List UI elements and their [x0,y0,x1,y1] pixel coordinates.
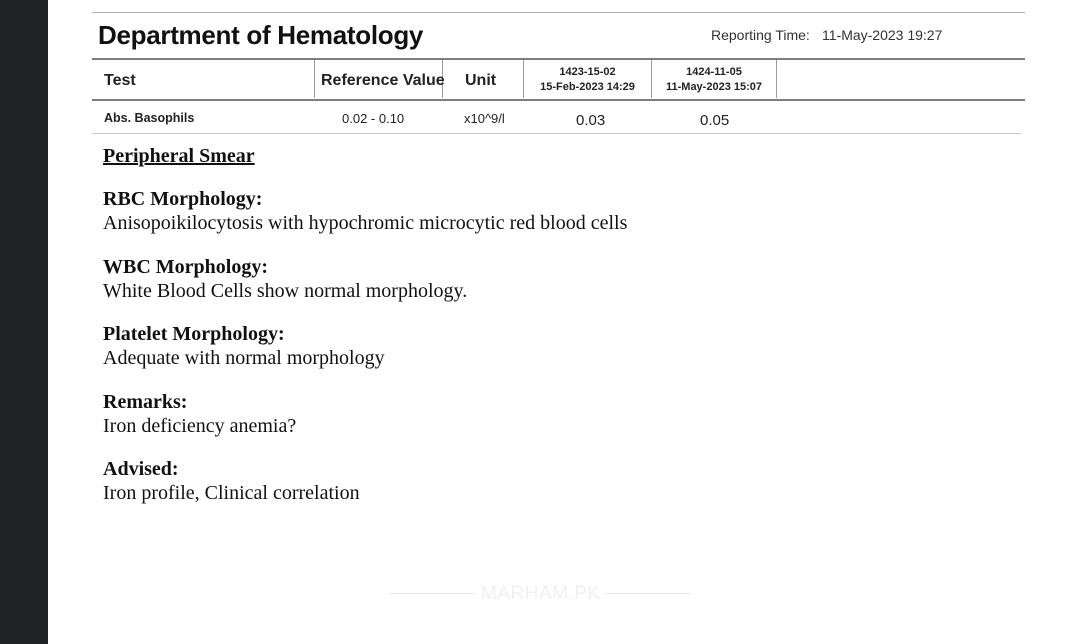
reporting-time-value: 11-May-2023 19:27 [822,27,943,43]
remarks-text: Iron deficiency anemia? [103,415,297,437]
rbc-morphology-heading: RBC Morphology: [103,188,263,210]
advised-text: Iron profile, Clinical correlation [103,482,360,504]
column-header-visit-2 [652,65,776,95]
platelet-morphology-text: Adequate with normal morphology [103,347,385,369]
viewer-left-edge [0,0,48,644]
watermark-rule-right [605,593,690,594]
watermark-text: MARHAM.PK [481,583,601,604]
rbc-morphology-text: Anisopoikilocytosis with hypochromic microcytic red blood cells [103,212,628,234]
peripheral-smear-title: Peripheral Smear [103,145,255,167]
column-header-reference: Reference Value [321,72,445,89]
visit-2-datetime: 11-May-2023 15:07 [665,81,762,93]
row-test-name: Abs. Basophils [104,111,195,125]
row-divider [92,133,1021,134]
top-divider [92,12,1025,13]
table-header-bottom-rule [92,99,1025,101]
column-header-unit: Unit [465,72,497,89]
table-header-top-rule [92,58,1025,60]
row-value-visit-2: 0.05 [700,112,730,129]
visit-2-id: 1424-11-05 [686,66,742,78]
reporting-time-label: Reporting Time: [711,27,810,43]
row-value-visit-1: 0.03 [576,112,606,129]
department-title: Department of Hematology [98,20,424,50]
column-divider [776,60,777,98]
visit-1-id: 1423-15-02 [559,66,616,78]
advised-heading: Advised: [103,458,179,480]
column-divider [314,60,315,98]
row-unit: x10^9/l [464,111,505,126]
platelet-morphology-heading: Platelet Morphology: [103,323,285,345]
column-header-visit-1 [524,65,651,95]
wbc-morphology-text: White Blood Cells show normal morphology. [103,280,468,302]
watermark-rule-left [390,593,475,594]
column-header-test: Test [104,72,136,89]
watermark [390,580,690,608]
cropped-previous-line [100,0,220,3]
row-reference-value: 0.02 - 0.10 [342,111,405,126]
wbc-morphology-heading: WBC Morphology: [103,256,268,278]
visit-1-datetime: 15-Feb-2023 14:29 [540,81,635,93]
remarks-heading: Remarks: [103,391,188,413]
